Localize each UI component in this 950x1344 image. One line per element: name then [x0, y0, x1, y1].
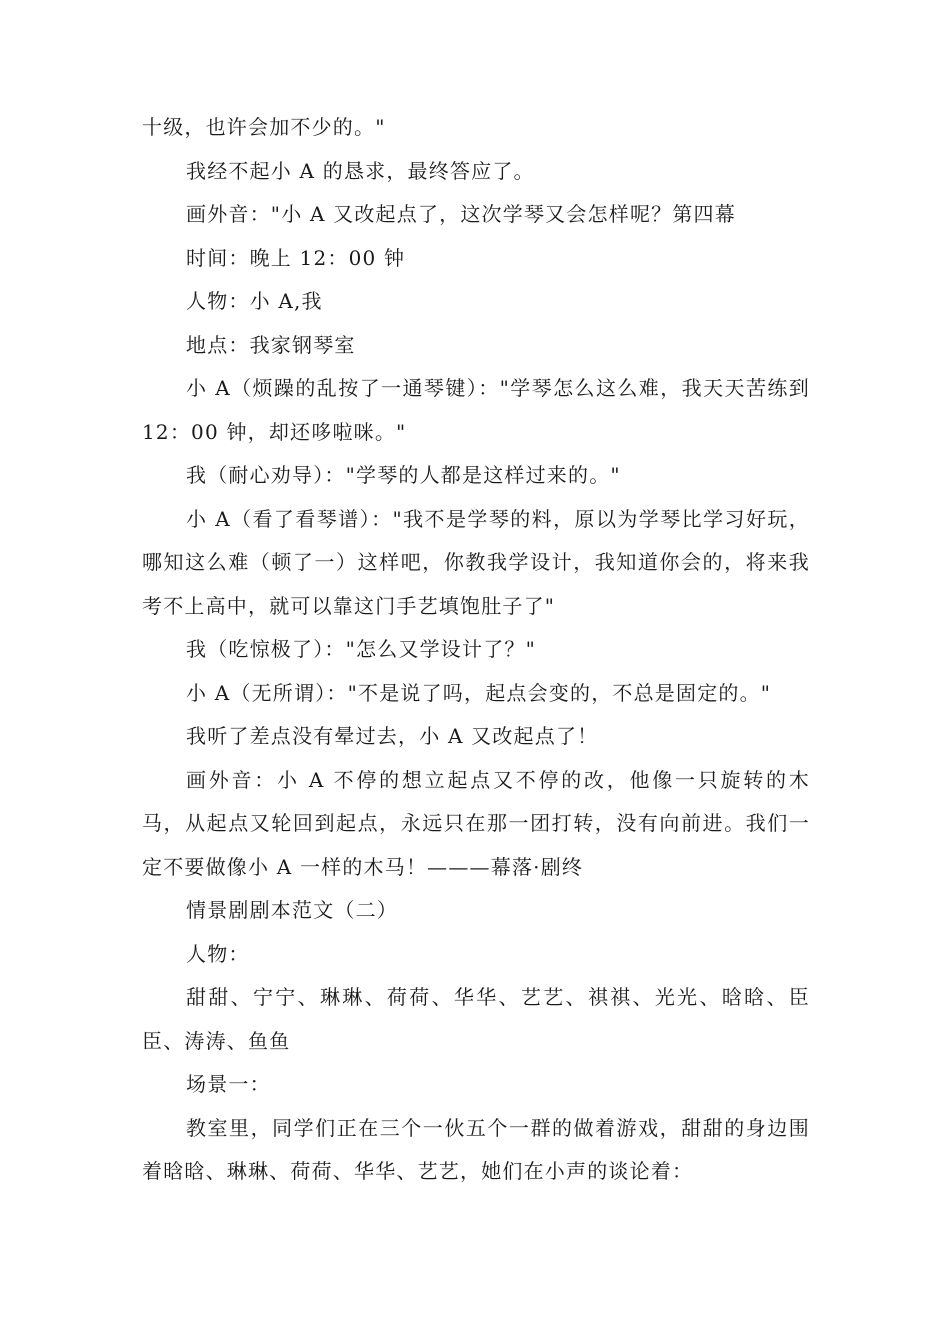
- paragraph: 我（吃惊极了）："怎么又学设计了？": [186, 637, 536, 661]
- paragraph: 十级，也许会加不少的。": [142, 115, 386, 139]
- paragraph: 场景一：: [186, 1072, 271, 1096]
- paragraph: 小 A（烦躁的乱按了一通琴键）："学琴怎么这么难，我天天苦练到 12：00 钟，却还哆啦咪。": [142, 376, 810, 444]
- document-body: [142, 106, 810, 1194]
- paragraph: 小 A（看了看琴谱）："我不是学琴的料，原以为学琴比学习好玩，哪知这么难（顿了一）这样吧，你教我学设计，我知道你会的，将来我考不上高中，就可以靠这门手艺填饱肚子了": [142, 506, 810, 618]
- paragraph: 地点：我家钢琴室: [186, 332, 356, 357]
- paragraph: 人物：小 A,我: [186, 289, 323, 313]
- paragraph: 小 A（无所谓）："不是说了吗，起点会变的，不总是固定的。": [186, 680, 772, 705]
- paragraph: 我听了差点没有晕过去，小 A 又改起点了！: [186, 724, 599, 748]
- paragraph: 我（耐心劝导）："学琴的人都是这样过来的。": [186, 463, 621, 487]
- paragraph: 人物：: [186, 941, 250, 966]
- paragraph: 甜甜、宁宁、琳琳、荷荷、华华、艺艺、祺祺、光光、晗晗、臣臣、涛涛、鱼鱼: [142, 985, 810, 1053]
- section-heading: 情景剧剧本范文（二）: [186, 898, 398, 922]
- paragraph: 画外音："小 A 又改起点了，这次学琴又会怎样呢？第四幕: [186, 202, 736, 226]
- paragraph: 教室里，同学们正在三个一伙五个一群的做着游戏，甜甜的身边围着晗晗、琳琳、荷荷、华华、艺艺，她们在小声的谈论着：: [142, 1115, 810, 1183]
- paragraph: 时间：晚上 12：00 钟: [186, 245, 406, 270]
- paragraph: 我经不起小 A 的恳求，最终答应了。: [186, 158, 535, 183]
- paragraph: 画外音：小 A 不停的想立起点又不停的改，他像一只旋转的木马，从起点又轮回到起点，永远只在那一团打转，没有向前进。我们一定不要做像小 A 一样的木马！———幕落·剧终: [142, 767, 810, 879]
